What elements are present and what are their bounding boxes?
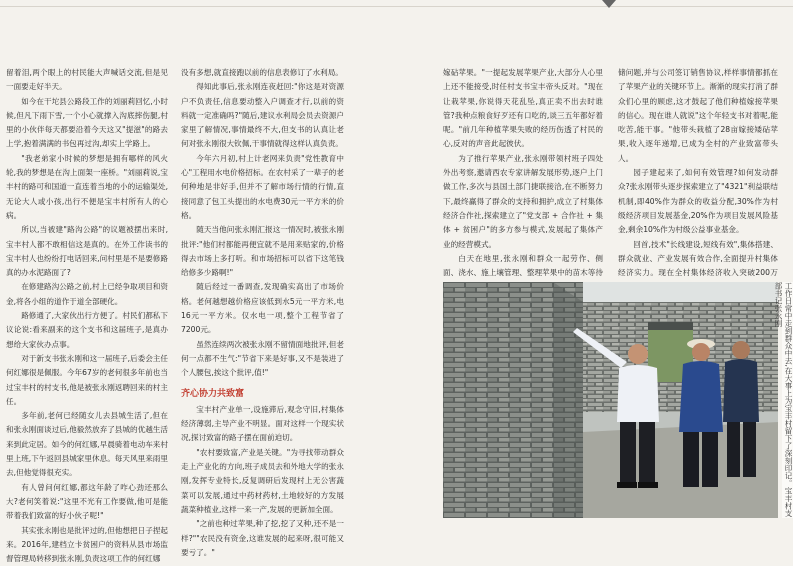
paragraph: 所以,当被建"路沟公路"的议题被摆出来时,宝丰村人都不敢相信这是真的。在外工作读书的宝丰村人也纷纷打电话回来,问村里是不是要修路真的办水泥路面了?	[6, 223, 168, 280]
paragraph: 白天在地里,张永刚和群众一起劳作、侧面、浇水、施上壤管理、整理苹果中的苗木等待	[443, 252, 603, 309]
article-column-3	[443, 66, 603, 309]
paragraph: 今年六月初,村上计老网来负责"党性教育中心"工程用水电价格招标。在农村采了一辈子的老何种地是非好手,但并不了解市场行情的行情,直接同意了包工头提出的水电费30元一平方米的价格。	[181, 152, 344, 223]
page-marker-icon	[602, 0, 616, 8]
article-photo	[443, 282, 778, 518]
paragraph: 得知此事后,张永刚连夜赶回:"你这是对资源户不负责任,信息要动整入户调查才行,以前的资料就一定准确吗?"随后,建议水利局会员去资源户家里了解情况,事情最终不大,但支书的认真让老何对张永刚很大钦佩,干事情就得这样认真负责。	[181, 80, 344, 151]
section-heading: 齐心协力共致富	[181, 387, 344, 401]
photo-illustration	[443, 282, 778, 518]
paragraph: 留着泪,两个眼上的村民能大声喊话交流,但是见一面要走好半天。	[6, 66, 168, 95]
paragraph: 宝丰村产业单一,设施滞后,观念守旧,村集体经济薄弱,主导产业不明显。面对这样一个现实状况,探讨致富的路子摆在面前迫切。	[181, 403, 344, 446]
article-column-2	[181, 66, 344, 560]
paragraph: 有人曾问何红娜,都这年龄了咋心劲还那么大?老何笑着说:"这里不光有工作要做,他可是能带着我们致富的好小伙子呢!"	[6, 481, 168, 524]
paragraph: "农村要致富,产业是关键。"为寻找带动群众走上产业化的方向,班子成员去和外地大学的张永刚,发挥专业特长,反复调研后发现村上无公害蔬菜可以发展,通过中药材药材,土地较好的方发展蔬菜种植业,这样一来一产,发展的更新加全面。	[181, 446, 344, 517]
paragraph: 园子建起来了,如何有效管理?如何发动群众?张永刚带头逐步探索建立了"4321"利益联结机制,即40%作为群众的收益分配,30%作为村级经济项目发展基金,20%作为项目发展风险基金,剩余10%作为村级公益事业基金。	[618, 166, 778, 237]
paragraph: 随后经过一番调查,发现确实高出了市场价格。老何越想越价格应该低到水5元一平方米,电16元一平方米。仅水电一项,整个工程节省了7200元。	[181, 280, 344, 337]
top-rule	[0, 6, 793, 7]
paragraph: 虽然连续两次被张永刚不留情面地批评,但老何一点都不生气:"节省下来是好事,又不是装进了个人腰包,挨这个批评,值!"	[181, 338, 344, 381]
paragraph: 嫁砧苹果。"一提起发展苹果产业,大部分人心里上还不能接受,时任村支书宝丰帝头反对。"现在让栽苹果,你说得天花乱坠,真正卖不出去时谁管?我种点粮食好歹还有口吃的,谈三五年都好着呢。"前几年种植苹果失败的经历伤透了村民的心,反对的声音此起彼伏。	[443, 66, 603, 152]
paragraph: 没有多想,就直接跑以前的信息表修订了水利局。	[181, 66, 344, 80]
paragraph: 回首,技术"长线建设,短线有效",集体搭建、群众就业、产业发展有效合作,全面提升村集体经济实力。现在全村集体经济收入突破200万	[618, 238, 778, 295]
paragraph: "之前也种过苹果,种了挖,挖了又种,还不是一样?""农民没有资金,这谁发展的起来呀,很可能又要亏了。"	[181, 517, 344, 560]
paragraph: 储问题,并与公司签订销售协议,样样事情都抓在了苹果产业的关键环节上。渐渐的现实打消了群众们心里的顾虑,这才鼓起了他们种植嫁接苹果的信心。现在谁人就说"这个年轻支书对着呢,能吃苦,能干事。"他带头栽植了28亩嫁接矮砧苹果,收入逐年递增,已成为全村的产业致富带头人。	[618, 66, 778, 166]
paragraph: 路修通了,大家伙出行方便了。村民们都私下议论说:看来副来的这个支书和这届班子,是真办想给大家伙办点事。	[6, 309, 168, 352]
paragraph: 为了推行苹果产业,张永刚带领村班子四处外出考察,邀请西农专家讲解发展形势,逐户上门做工作,多次与县国土部门捷联接洽,在不断努力下,最终赢得了群众的支持和拥护,成立了村集体经济合作社,探索建立了"党支部 + 合作社 + 集体 + 贫困户"的多方参与模式,发展起了集体产业的经营模式。	[443, 152, 603, 252]
article-column-1	[6, 66, 168, 566]
paragraph: 在修建路沟公路之前,村上已经争取项目和资金,将各小组的道作于道全部硬化。	[6, 280, 168, 309]
paragraph: 对于新支书张永刚和这一届班子,后委会主任何红娜很是佩服。今年67岁的老何很多年前也当过宝丰村的村支书,他是被张永刚返聘回来的村主任。	[6, 352, 168, 409]
article-column-4	[618, 66, 778, 309]
photo-caption-vertical: 工作日常中走到群众中去,在大事上为宝丰村留下了深刻印记。宝丰村支部书记张永刚	[782, 282, 793, 518]
paragraph: 多年前,老何已经随女儿去县城生活了,但在和张永刚面谈过后,他毅然放弃了县城的优越生活来到此定居。如今的何红娜,早晨骑着电动车来村里上班,下午返回县城家里休息。每天风里来雨里去,但他觉得很充实。	[6, 409, 168, 480]
paragraph: 随天当他问张永刚汇报这一情况时,被张永刚批评:"他们村都能再便宜就不是用来贴家的,价格得去市场上多打听。和市场招标可以省下这笔钱给修多少路啊!"	[181, 223, 344, 280]
paragraph: "我老弟家小时候的梦想是拥有哪样的风火轮,我的梦想是在沟上面架一座桥。"刘丽莉说,宝丰村的路可和国道一直连着当地的小的运输渠处,无论大人或小孩,出行不便是宝丰村所有人的心病。	[6, 152, 168, 223]
paragraph: 如今在干坨县公路段工作的刘丽莉回忆,小时候,但凡下雨下雪,一个小心就撑入沟底摔伤腿,村里的小伙伴每天都要沿着今天这又"提滋"的路去上学,抱着满满的书包再过沟,却实上学路上。	[6, 95, 168, 152]
paragraph: 其实张永刚也是批评过的,但他想把日子捏起来。2016年,建档立卡贫困户的资料从县市场监督管理局转移到张永刚,负责这项工作的何红娜	[6, 524, 168, 566]
